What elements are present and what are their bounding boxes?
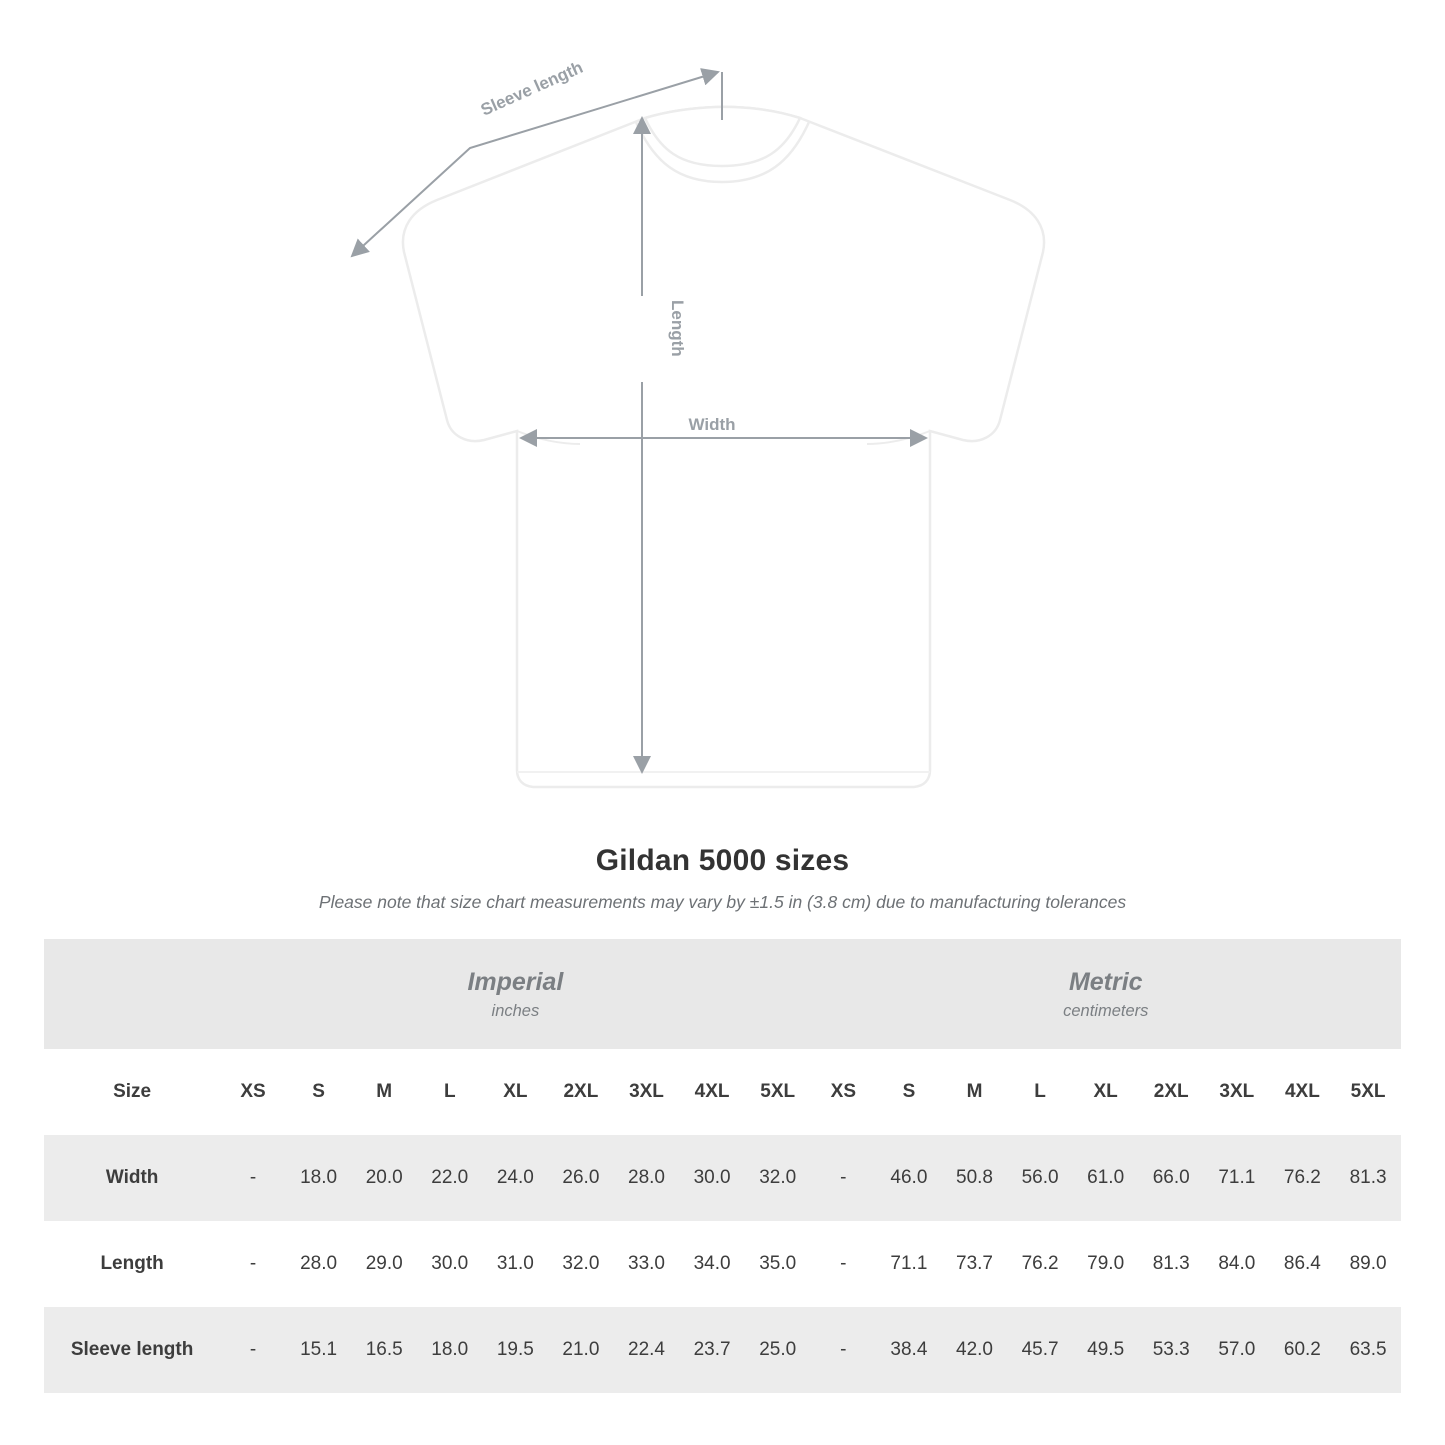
size-cell-imp-4xl: 4XL: [679, 1049, 745, 1135]
width-met-4xl: 76.2: [1270, 1135, 1336, 1221]
width-met-xs: -: [811, 1135, 877, 1221]
sleeve-met-xs: -: [811, 1307, 877, 1393]
sleeve-met-2xl: 53.3: [1138, 1307, 1204, 1393]
width-met-s: 46.0: [876, 1135, 942, 1221]
width-met-3xl: 71.1: [1204, 1135, 1270, 1221]
size-cell-met-3xl: 3XL: [1204, 1049, 1270, 1135]
width-met-xl: 61.0: [1073, 1135, 1139, 1221]
sleeve-met-m: 42.0: [942, 1307, 1008, 1393]
size-header-row: [44, 1049, 1401, 1135]
table-row: [44, 1307, 1401, 1393]
sleeve-imp-3xl: 22.4: [614, 1307, 680, 1393]
metric-title: Metric: [1068, 967, 1143, 996]
size-cell-imp-m: M: [351, 1049, 417, 1135]
length-imp-2xl: 32.0: [562, 1253, 600, 1274]
length-label: Length: [668, 300, 687, 357]
imperial-title: Imperial: [467, 967, 564, 996]
width-imp-l: 22.0: [417, 1135, 483, 1221]
sleeve-met-xl: 49.5: [1073, 1307, 1139, 1393]
length-imp-m: 29.0: [365, 1253, 403, 1274]
length-met-xl: 79.0: [1087, 1253, 1125, 1274]
size-cell-imp-xs: XS: [220, 1049, 286, 1135]
size-cell-met-4xl: 4XL: [1270, 1049, 1336, 1135]
size-cell-met-xl: XL: [1073, 1049, 1139, 1135]
row-label-length: Length: [100, 1253, 164, 1274]
length-imp-5xl: 35.0: [759, 1253, 797, 1274]
row-label-width: Width: [44, 1135, 220, 1221]
sleeve-met-4xl: 60.2: [1270, 1307, 1336, 1393]
width-imp-m: 20.0: [351, 1135, 417, 1221]
sleeve-met-s: 38.4: [876, 1307, 942, 1393]
sleeve-imp-xs: -: [220, 1307, 286, 1393]
size-cell-met-xs: XS: [811, 1049, 877, 1135]
size-cell-imp-2xl: 2XL: [548, 1049, 614, 1135]
length-met-2xl: 81.3: [1152, 1253, 1190, 1274]
sleeve-imp-s: 15.1: [286, 1307, 352, 1393]
metric-subtitle: centimeters: [1063, 1002, 1149, 1021]
size-table-wrapper: [0, 939, 1445, 1393]
sleeve-imp-5xl: 25.0: [745, 1307, 811, 1393]
length-met-4xl: 86.4: [1283, 1253, 1321, 1274]
unit-header-row: [44, 939, 1401, 1049]
width-imp-5xl: 32.0: [745, 1135, 811, 1221]
size-cell-imp-xl: XL: [483, 1049, 549, 1135]
unit-header-spacer: [44, 939, 220, 1049]
page-title: Gildan 5000 sizes: [595, 844, 850, 877]
width-imp-4xl: 30.0: [679, 1135, 745, 1221]
width-imp-s: 18.0: [286, 1135, 352, 1221]
row-label-sleeve-length: Sleeve length: [44, 1307, 220, 1393]
size-cell-imp-l: L: [417, 1049, 483, 1135]
unit-header-imperial: [220, 939, 810, 1049]
length-met-l: 76.2: [1021, 1253, 1059, 1274]
sleeve-imp-xl: 19.5: [483, 1307, 549, 1393]
imperial-subtitle: inches: [491, 1002, 540, 1021]
sleeve-met-5xl: 63.5: [1335, 1307, 1401, 1393]
size-cell-imp-3xl: 3XL: [614, 1049, 680, 1135]
size-cell-met-m: M: [942, 1049, 1008, 1135]
size-cell-met-5xl: 5XL: [1335, 1049, 1401, 1135]
length-met-s: 71.1: [890, 1253, 928, 1274]
sleeve-imp-4xl: 23.7: [679, 1307, 745, 1393]
table-row: [44, 1135, 1401, 1221]
length-imp-3xl: 33.0: [628, 1253, 665, 1274]
width-imp-2xl: 26.0: [548, 1135, 614, 1221]
length-met-m: 73.7: [956, 1253, 993, 1274]
width-met-m: 50.8: [942, 1135, 1008, 1221]
sleeve-met-l: 45.7: [1007, 1307, 1073, 1393]
length-imp-l: 30.0: [431, 1253, 469, 1274]
title-block: [0, 844, 1445, 913]
width-label: Width: [688, 415, 736, 434]
tolerance-note: Please note that size chart measurements may vary by ±1.5 in (3.8 cm) due to manufacturing tolerances: [318, 892, 1127, 912]
width-imp-xl: 24.0: [483, 1135, 549, 1221]
sleeve-met-3xl: 57.0: [1204, 1307, 1270, 1393]
length-imp-s: 28.0: [300, 1253, 338, 1274]
size-label-cell: Size: [44, 1049, 220, 1135]
sleeve-imp-m: 16.5: [351, 1307, 417, 1393]
length-met-5xl: 89.0: [1349, 1253, 1387, 1274]
sleeve-length-label: Sleeve length: [477, 57, 586, 120]
length-imp-xl: 31.0: [496, 1253, 534, 1274]
tshirt-shape: [403, 107, 1044, 787]
size-cell-met-2xl: 2XL: [1138, 1049, 1204, 1135]
width-imp-xs: -: [220, 1135, 286, 1221]
width-met-5xl: 81.3: [1335, 1135, 1401, 1221]
table-row: [44, 1221, 1401, 1307]
length-imp-xs: -: [249, 1253, 257, 1274]
width-met-l: 56.0: [1007, 1135, 1073, 1221]
size-table: [44, 939, 1401, 1393]
size-cell-met-s: S: [876, 1049, 942, 1135]
unit-header-metric: [811, 939, 1401, 1049]
sleeve-imp-2xl: 21.0: [548, 1307, 614, 1393]
width-met-2xl: 66.0: [1138, 1135, 1204, 1221]
length-imp-4xl: 34.0: [693, 1253, 731, 1274]
size-cell-imp-s: S: [286, 1049, 352, 1135]
size-cell-met-l: L: [1007, 1049, 1073, 1135]
sleeve-imp-l: 18.0: [417, 1307, 483, 1393]
width-imp-3xl: 28.0: [614, 1135, 680, 1221]
length-met-3xl: 84.0: [1218, 1253, 1256, 1274]
length-met-xs: -: [840, 1253, 847, 1274]
size-cell-imp-5xl: 5XL: [745, 1049, 811, 1135]
